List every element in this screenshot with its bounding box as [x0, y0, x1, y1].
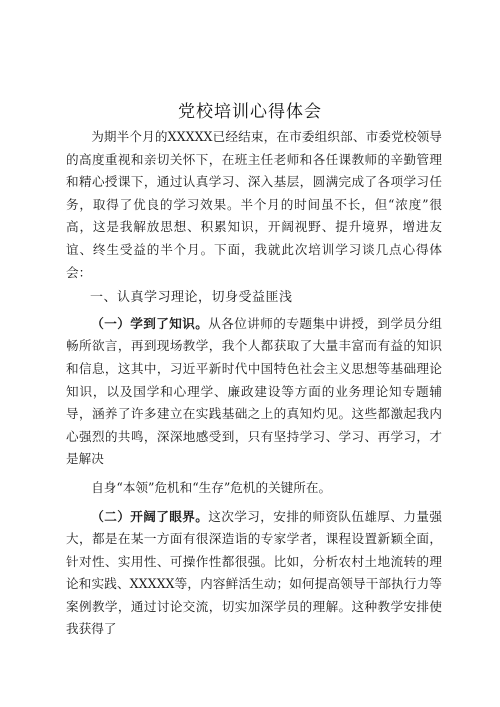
subsection-2-paragraph: [66, 506, 442, 642]
intro-paragraph: 为期半个月的XXXXX已经结束，在市委组织部、市委党校领导的高度重视和亲切关怀下，在班主任老师和各任课教师的辛勤管理和精心授课下，通过认真学习、深入基层，圆满完成了各项学习任务，取得了优良的学习效果。半个月的时间虽不长，但“浓度”很高，这是我解放思想、积累知识，开阔视野、提升境界，增进友谊、终生受益的半个月。下面，我就此次培训学习谈几点心得体会：: [66, 129, 442, 280]
subsection-1-paragraph: [66, 313, 442, 471]
subsection-1-continuation: 自身“本领”危机和“生存”危机的关键所在。: [91, 479, 332, 495]
subsection-1-text: 从各位讲师的专题集中讲授，到学员分组畅所欲言，再到现场教学，我个人都获取了大量丰富而有益的知识和信息，这其中，习近平新时代中国特色社会主义思想等基础理论知识，以及国学和心理学、廉政建设等方面的业务理论知专题辅导，涵养了许多建立在实践基础之上的真知灼见。这些都激起我内心强烈的共鸣，深深地感受到，只有坚持学习、学习、再学习，才是解决: [66, 315, 443, 467]
section-heading-1: 一、认真学习理论，切身受益匪浅: [90, 290, 293, 306]
subsection-2-label: （二）开阔了眼界。: [91, 508, 209, 524]
document-title: 党校培训心得体会: [178, 102, 322, 122]
document-body: [66, 126, 442, 641]
subsection-2-text: 这次学习，安排的师资队伍雄厚、力量强大，都是在某一方面有很深造诣的专家学者，课程设置新颖全面，针对性、实用性、可操作性都很强。比如，分析农村土地流转的理论和实践、XXXXX等，内容鲜活生动；如何提高领导干部执行力等案例教学，通过讨论交流，切实加深学员的理解。这种教学安排使我获得了: [66, 508, 443, 637]
subsection-1-label: （一）学到了知识。: [91, 315, 209, 331]
